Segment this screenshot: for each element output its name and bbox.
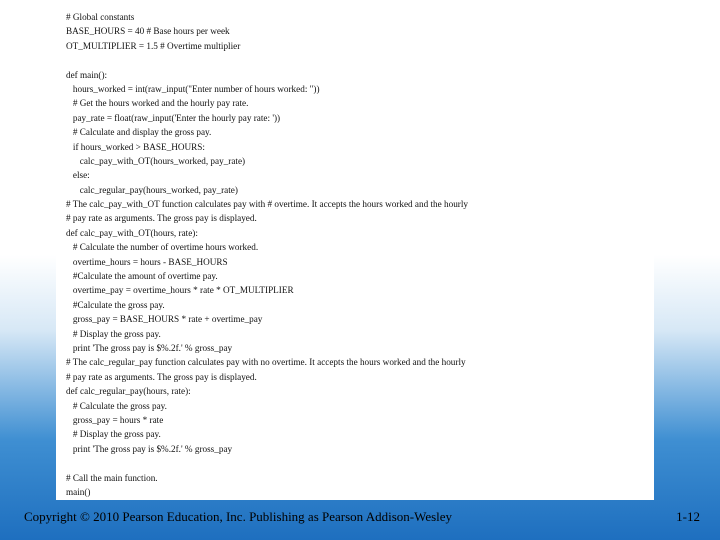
code-line: # The calc_pay_with_OT function calculates pay with # overtime. It accepts the hours worked and the hourly bbox=[66, 199, 469, 210]
code-line: gross_pay = hours * rate bbox=[66, 414, 164, 425]
code-line: # Calculate the gross pay. bbox=[66, 400, 167, 411]
code-line: overtime_hours = hours - BASE_HOURS bbox=[66, 256, 228, 267]
code-line: pay_rate = float(raw_input('Enter the hourly pay rate: ')) bbox=[66, 112, 281, 123]
code-line: if hours_worked > BASE_HOURS: bbox=[66, 141, 205, 152]
code-line: # pay rate as arguments. The gross pay is displayed. bbox=[66, 213, 257, 224]
code-line: # Calculate the number of overtime hours worked. bbox=[66, 242, 259, 253]
code-line: # The calc_regular_pay function calculates pay with no overtime. It accepts the hours worked and the hourly bbox=[66, 357, 466, 368]
code-line: hours_worked = int(raw_input("Enter number of hours worked: ")) bbox=[66, 83, 320, 94]
code-line: def calc_pay_with_OT(hours, rate): bbox=[66, 227, 198, 238]
code-line: OT_MULTIPLIER = 1.5 # Overtime multiplier bbox=[66, 40, 241, 51]
code-line: #Calculate the amount of overtime pay. bbox=[66, 271, 218, 282]
code-line: # Display the gross pay. bbox=[66, 328, 161, 339]
code-line: # Global constants bbox=[66, 12, 135, 22]
code-line: # Calculate and display the gross pay. bbox=[66, 127, 212, 138]
code-line: #Calculate the gross pay. bbox=[66, 299, 165, 310]
code-line bbox=[66, 53, 546, 67]
copyright-footer: Copyright © 2010 Pearson Education, Inc. Publishing as Pearson Addison-Wesley bbox=[24, 509, 453, 524]
code-line: calc_pay_with_OT(hours_worked, pay_rate) bbox=[66, 155, 246, 166]
slide-number: 1-12 bbox=[676, 509, 700, 524]
code-line: def calc_regular_pay(hours, rate): bbox=[66, 386, 191, 397]
code-line: main() bbox=[66, 486, 91, 497]
code-line: overtime_pay = overtime_hours * rate * OT_MULTIPLIER bbox=[66, 285, 294, 296]
code-line: BASE_HOURS = 40 # Base hours per week bbox=[66, 26, 230, 37]
code-line: print 'The gross pay is $%.2f.' % gross_pay bbox=[66, 342, 233, 353]
code-line: # pay rate as arguments. The gross pay is displayed. bbox=[66, 371, 257, 382]
code-line: # Call the main function. bbox=[66, 472, 158, 483]
code-block bbox=[66, 10, 546, 499]
code-line: def main(): bbox=[66, 69, 108, 80]
code-line: gross_pay = BASE_HOURS * rate + overtime_pay bbox=[66, 314, 263, 325]
code-line: print 'The gross pay is $%.2f.' % gross_pay bbox=[66, 443, 233, 454]
code-line: else: bbox=[66, 170, 90, 181]
code-line bbox=[66, 456, 546, 470]
code-line: # Get the hours worked and the hourly pay rate. bbox=[66, 98, 249, 109]
code-line: # Display the gross pay. bbox=[66, 429, 161, 440]
code-line: calc_regular_pay(hours_worked, pay_rate) bbox=[66, 184, 238, 195]
